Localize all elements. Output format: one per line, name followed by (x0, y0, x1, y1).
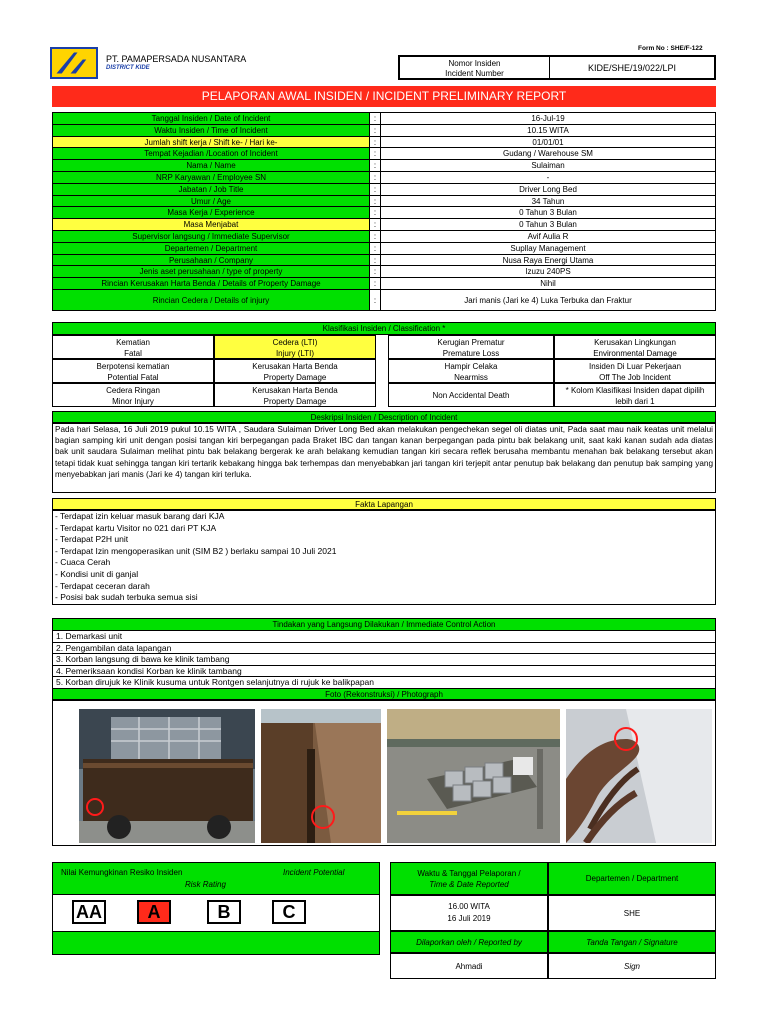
info-colon: : (370, 265, 380, 277)
risk-grade-aa[interactable]: AA (72, 900, 106, 924)
info-row (52, 112, 716, 124)
info-colon: : (370, 171, 380, 183)
info-colon: : (370, 195, 380, 207)
classification-spacer (376, 383, 388, 407)
info-colon: : (370, 218, 380, 230)
field-fact-item: - Cuaca Cerah (55, 557, 111, 568)
field-facts-title: Fakta Lapangan (52, 498, 716, 510)
report-time-value: 16.00 WITA 16 Juli 2019 (390, 895, 548, 931)
info-value: 10.15 WITA (380, 124, 716, 136)
control-action-item: 4. Pemeriksaan kondisi Korban ke klinik tambang (52, 666, 716, 678)
info-value: Gudang / Warehouse SM (380, 147, 716, 159)
field-fact-item: - Posisi bak sudah terbuka semua sisi (55, 592, 198, 603)
department-header: Departemen / Department (548, 862, 716, 895)
photo-panel (52, 700, 716, 846)
incident-info-table (52, 112, 716, 311)
control-action-list (52, 631, 716, 689)
reported-by-value: Ahmadi (390, 953, 548, 979)
field-fact-item: - Terdapat P2H unit (55, 534, 129, 545)
risk-grade-c[interactable]: C (272, 900, 306, 924)
photo-truck-side (79, 709, 255, 843)
info-colon: : (370, 277, 380, 289)
injury-row (52, 289, 716, 311)
company-logo (50, 47, 98, 79)
info-value: 16-Jul-19 (380, 112, 716, 124)
info-row (52, 159, 716, 171)
info-label: Supervisor langsung / Immediate Supervisor (52, 230, 370, 242)
info-colon: : (370, 289, 380, 311)
info-row (52, 242, 716, 254)
classification-cell[interactable]: Kerusakan Harta Benda Property Damage (214, 383, 376, 407)
control-action-item: 1. Demarkasi unit (52, 631, 716, 643)
info-colon: : (370, 206, 380, 218)
risk-rating-label: Risk Rating (185, 880, 226, 889)
info-value: 0 Tahun 3 Bulan (380, 218, 716, 230)
field-fact-item: - Terdapat ceceran darah (55, 580, 150, 591)
classification-cell[interactable]: Cedera Ringan Minor Injury (52, 383, 214, 407)
info-value: Driver Long Bed (380, 183, 716, 195)
info-row (52, 218, 716, 230)
info-row (52, 230, 716, 242)
info-value: Izuzu 240PS (380, 265, 716, 277)
info-colon: : (370, 124, 380, 136)
info-colon: : (370, 112, 380, 124)
info-label: Jumlah shift kerja / Shift ke- / Hari ke- (52, 136, 370, 148)
photo-injured-finger (566, 709, 712, 843)
photo-tailgate (261, 709, 381, 843)
info-value: Nusa Raya Energi Utama (380, 254, 716, 266)
risk-label: Nilai Kemungkinan Resiko Insiden (61, 868, 183, 877)
info-colon: : (370, 230, 380, 242)
info-label: Waktu Insiden / Time of Incident (52, 124, 370, 136)
incident-number-label: Nomor Insiden (448, 59, 501, 68)
info-value: Supllay Management (380, 242, 716, 254)
info-value: - (380, 171, 716, 183)
report-title: PELAPORAN AWAL INSIDEN / INCIDENT PRELIMINARY REPORT (52, 86, 716, 107)
info-label: Jabatan / Job Title (52, 183, 370, 195)
control-action-title: Tindakan yang Langsung Dilakukan / Immediate Control Action (52, 618, 716, 631)
info-row (52, 195, 716, 207)
classification-cell[interactable]: Non Accidental Death (388, 383, 554, 407)
info-colon: : (370, 242, 380, 254)
classification-cell[interactable]: Berpotensi kematian Potential Fatal (52, 359, 214, 383)
info-label: Rincian Kerusakan Harta Benda / Details of Property Damage (52, 277, 370, 289)
info-label: Masa Menjabat (52, 218, 370, 230)
info-label: Perusahaan / Company (52, 254, 370, 266)
photo-title: Foto (Rekonstruksi) / Photograph (52, 688, 716, 700)
field-fact-item: - Terdapat kartu Visitor no 021 dari PT KJA (55, 522, 217, 533)
incident-potential-label: Incident Potential (283, 868, 345, 877)
district-name: DISTRICT KIDE (106, 65, 150, 71)
info-row (52, 183, 716, 195)
classification-cell[interactable]: Kerusakan Lingkungan Environmental Damage (554, 335, 716, 359)
field-facts-list (52, 510, 716, 605)
info-colon: : (370, 183, 380, 195)
info-row (52, 147, 716, 159)
risk-grade-b[interactable]: B (207, 900, 241, 924)
info-label: Nama / Name (52, 159, 370, 171)
info-label: Masa Kerja / Experience (52, 206, 370, 218)
info-label: NRP Karyawan / Employee SN (52, 171, 370, 183)
info-colon: : (370, 159, 380, 171)
reported-by-header: Dilaporkan oleh / Reported by (390, 931, 548, 953)
classification-cell[interactable]: Kematian Fatal (52, 335, 214, 359)
classification-cell[interactable]: Insiden Di Luar Pekerjaan Off The Job Incident (554, 359, 716, 383)
report-time-header: Waktu & Tanggal Pelaporan / Time & Date Reported (390, 862, 548, 895)
info-label: Tempat Kejadian /Location of Incident (52, 147, 370, 159)
info-row (52, 206, 716, 218)
info-value: 0 Tahun 3 Bulan (380, 206, 716, 218)
incident-number-value: KIDE/SHE/19/022/LPI (587, 63, 677, 73)
field-fact-item: - Terdapat Izin mengoperasikan unit (SIM B2 ) berlaku sampai 10 Juli 2021 (55, 545, 337, 556)
info-value: 01/01/01 (380, 136, 716, 148)
department-value: SHE (548, 895, 716, 931)
info-label: Umur / Age (52, 195, 370, 207)
risk-grade-a[interactable]: A (137, 900, 171, 924)
classification-spacer (376, 335, 388, 359)
description-text: Pada hari Selasa, 16 Juli 2019 pukul 10.15 WITA , Saudara Sulaiman Driver Long Bed akan melakukan pengechekan segel oli diatas unit, Pada saat mau naik keatas unit melalui bagian samping kiri unit dengan posisi tangan kiri berpegangan pada Braket IBC dan tangan kanan berpegangan pada pintu bak belakang unit, saat kaki kanan sudah ada diatas bak unit saudara Sulaiman melihat pintu bak belakang bergerak ke arah belakang kemudian tangan kiri secara reflek berusaha membantu menahan bak belakang tersebut akan tetapi tidak kuat sehingga tangan kiri tertarik kebakang hingga bak terhempas dan menyebabkan jari tangan kiri terjepit antar penutup bak belakang dan penutup bak samping yang menyebabkan jari manis (Jari ke 4) tangan kiri terluka. (52, 423, 716, 493)
control-action-item: 2. Pengambilan data lapangan (52, 643, 716, 655)
info-colon: : (370, 254, 380, 266)
classification-cell[interactable]: Kerusakan Harta Benda Property Damage (214, 359, 376, 383)
classification-title: Klasifikasi Insiden / Classification * (52, 322, 716, 335)
risk-footer-bar (52, 931, 380, 955)
photo-warehouse-top (387, 709, 560, 843)
incident-number-label-en: Incident Number (445, 69, 504, 78)
classification-cell[interactable]: * Kolom Klasifikasi Insiden dapat dipilih lebih dari 1 (554, 383, 716, 407)
control-action-item: 5. Korban dirujuk ke Klinik kusuma untuk Rontgen selanjutnya di rujuk ke balikpapan (52, 677, 716, 689)
classification-cell[interactable]: Kerugian Prematur Premature Loss (388, 335, 554, 359)
info-label: Departemen / Department (52, 242, 370, 254)
signature-header: Tanda Tangan / Signature (548, 931, 716, 953)
info-value: 34 Tahun (380, 195, 716, 207)
info-row (52, 136, 716, 148)
classification-grid (52, 335, 716, 407)
description-title: Deskripsi Insiden / Description of Incident (52, 411, 716, 423)
info-row (52, 171, 716, 183)
incident-number-box (398, 55, 716, 80)
control-action-item: 3. Korban langsung di bawa ke klinik tambang (52, 654, 716, 666)
info-value: Sulaiman (380, 159, 716, 171)
info-row (52, 265, 716, 277)
classification-cell[interactable]: Hampir Celaka Nearmiss (388, 359, 554, 383)
injury-label: Rincian Cedera / Details of injury (52, 289, 370, 311)
field-fact-item: - Terdapat izin keluar masuk barang dari KJA (55, 511, 225, 521)
company-name: PT. PAMAPERSADA NUSANTARA (106, 54, 247, 64)
classification-cell[interactable]: Cedera (LTI) Injury (LTI) (214, 335, 376, 359)
info-value: Nihil (380, 277, 716, 289)
signature-value: Sign (548, 953, 716, 979)
classification-spacer (376, 359, 388, 383)
logo-icon (52, 49, 96, 77)
info-row (52, 254, 716, 266)
info-label: Tanggal Insiden / Date of Incident (52, 112, 370, 124)
injury-value: Jari manis (Jari ke 4) Luka Terbuka dan Fraktur (380, 289, 716, 311)
field-fact-item: - Kondisi unit di ganjal (55, 568, 139, 579)
info-label: Jenis aset perusahaan / type of property (52, 265, 370, 277)
info-row (52, 124, 716, 136)
info-colon: : (370, 147, 380, 159)
info-colon: : (370, 136, 380, 148)
form-number: Form No : SHE/F-122 (638, 45, 703, 52)
info-value: Avif Aulia R (380, 230, 716, 242)
info-row (52, 277, 716, 289)
risk-rating-header (52, 862, 380, 895)
